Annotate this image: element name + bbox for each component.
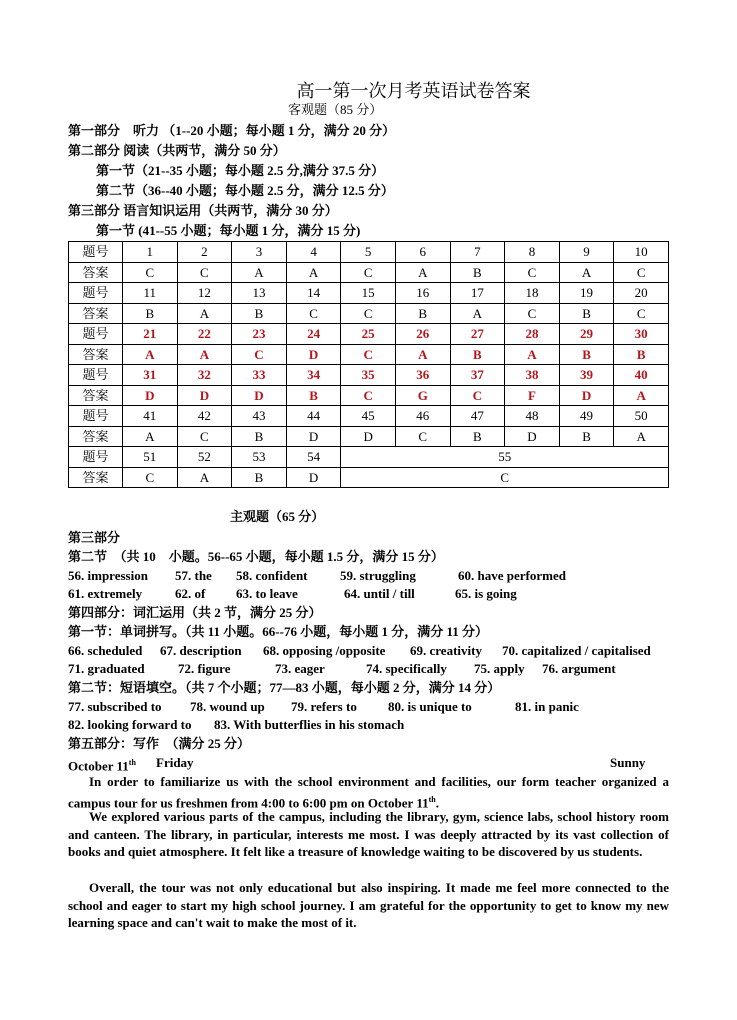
answer-cell: A — [559, 262, 614, 283]
answer-66: 66. scheduled — [68, 643, 143, 658]
answer-67: 67. description — [160, 643, 242, 658]
question-row — [69, 283, 669, 304]
question-number-cell: 51 — [123, 447, 178, 468]
question-number-cell: 34 — [286, 365, 341, 386]
question-number-cell: 5 — [341, 242, 396, 263]
answer-76: 76. argument — [542, 661, 616, 676]
answer-cell: B — [559, 303, 614, 324]
answer-72: 72. figure — [178, 661, 231, 676]
answer-label-cell: 答案 — [69, 426, 123, 447]
question-number-cell: 8 — [505, 242, 560, 263]
answer-cell: D — [232, 385, 287, 406]
answer-cell: C — [177, 262, 232, 283]
answer-cell: A — [177, 467, 232, 488]
essay-day: Friday — [156, 755, 194, 770]
question-number-cell: 43 — [232, 406, 287, 427]
part2-section1: 第一节（21--35 小题；每小题 2.5 分,满分 37.5 分） — [96, 163, 385, 178]
answer-cell: C — [395, 426, 450, 447]
answer-79: 79. refers to — [291, 699, 357, 714]
answer-cell: C — [450, 385, 505, 406]
part4-section1: 第一节：单词拼写。（共 11 小题。66--76 小题，每小题 1 分，满分 11 分） — [68, 624, 488, 639]
answer-cell: B — [450, 262, 505, 283]
answer-83: 83. With butterflies in his stomach — [214, 717, 405, 732]
answer-cell: B — [232, 303, 287, 324]
question-number-cell: 30 — [614, 324, 669, 345]
question-number-cell-55: 55 — [341, 447, 669, 468]
answer-cell: A — [177, 303, 232, 324]
question-number-cell: 11 — [123, 283, 178, 304]
essay-date-suffix: th — [128, 758, 136, 767]
question-number-cell: 27 — [450, 324, 505, 345]
answer-cell: B — [559, 344, 614, 365]
question-number-cell: 36 — [395, 365, 450, 386]
question-number-cell: 49 — [559, 406, 614, 427]
question-number-cell: 1 — [123, 242, 178, 263]
answer-label-cell: 答案 — [69, 303, 123, 324]
answer-cell: A — [450, 303, 505, 324]
answer-row — [69, 262, 669, 283]
answer-78: 78. wound up — [190, 699, 265, 714]
question-number-cell: 21 — [123, 324, 178, 345]
question-label-cell: 题号 — [69, 406, 123, 427]
answer-64: 64. until / till — [344, 586, 415, 601]
answer-74: 74. specifically — [366, 661, 447, 676]
essay-paragraph-2: We explored various parts of the campus, including the library, gym, science labs, school history room and canteen. The library, in particular, interests me most. I was deeply attracted by its vast collection of books and quiet atmosphere. It felt like a treasure of knowledge waiting to be discovered by us students. — [68, 809, 669, 860]
answer-56: 56. impression — [68, 568, 148, 583]
part2-heading: 第二部分 阅读（共两节，满分 50 分） — [68, 143, 286, 158]
answer-cell: A — [177, 344, 232, 365]
answer-75: 75. apply — [474, 661, 525, 676]
question-number-cell: 52 — [177, 447, 232, 468]
answer-71: 71. graduated — [68, 661, 145, 676]
question-number-cell: 6 — [395, 242, 450, 263]
answer-cell: C — [505, 262, 560, 283]
answer-row — [69, 344, 669, 365]
question-number-cell: 7 — [450, 242, 505, 263]
question-number-cell: 4 — [286, 242, 341, 263]
answer-cell: B — [286, 385, 341, 406]
question-number-cell: 25 — [341, 324, 396, 345]
answer-row — [69, 467, 669, 488]
question-number-cell: 53 — [232, 447, 287, 468]
question-row — [69, 447, 669, 468]
answer-row — [69, 385, 669, 406]
question-number-cell: 29 — [559, 324, 614, 345]
part2-section2: 第二节（36--40 小题；每小题 2.5 分，满分 12.5 分） — [96, 183, 394, 198]
question-number-cell: 46 — [395, 406, 450, 427]
answer-cell: D — [177, 385, 232, 406]
answer-row — [69, 303, 669, 324]
answer-cell: B — [123, 303, 178, 324]
question-number-cell: 48 — [505, 406, 560, 427]
question-row — [69, 365, 669, 386]
question-number-cell: 31 — [123, 365, 178, 386]
part3-heading: 第三部分 语言知识运用（共两节，满分 30 分） — [68, 203, 338, 218]
question-number-cell: 50 — [614, 406, 669, 427]
question-number-cell: 22 — [177, 324, 232, 345]
question-number-cell: 33 — [232, 365, 287, 386]
objective-heading: 客观题（85 分） — [288, 102, 383, 117]
answer-cell: C — [286, 303, 341, 324]
question-number-cell: 3 — [232, 242, 287, 263]
answer-cell: F — [505, 385, 560, 406]
answer-cell: A — [123, 426, 178, 447]
question-row — [69, 406, 669, 427]
answer-label-cell: 答案 — [69, 262, 123, 283]
question-number-cell: 17 — [450, 283, 505, 304]
part4-heading: 第四部分：词汇运用（共 2 节，满分 25 分） — [68, 605, 322, 620]
subjective-heading: 主观题（65 分） — [230, 509, 325, 524]
answer-80: 80. is unique to — [388, 699, 472, 714]
question-number-cell: 23 — [232, 324, 287, 345]
answer-cell: B — [232, 467, 287, 488]
answer-cell: G — [395, 385, 450, 406]
answer-cell: C — [123, 467, 178, 488]
answer-cell: C — [614, 262, 669, 283]
question-number-cell: 13 — [232, 283, 287, 304]
question-number-cell: 38 — [505, 365, 560, 386]
answer-cell: A — [505, 344, 560, 365]
question-row — [69, 324, 669, 345]
answer-row — [69, 426, 669, 447]
essay-paragraph-3: Overall, the tour was not only educational but also inspiring. It made me feel more connected to the school and eager to start my high school journey. I am grateful for the opportunity to get to know my new learning space and can't wait to make the most of it. — [68, 880, 669, 931]
answer-81: 81. in panic — [515, 699, 579, 714]
question-number-cell: 40 — [614, 365, 669, 386]
question-number-cell: 15 — [341, 283, 396, 304]
question-label-cell: 题号 — [69, 242, 123, 263]
question-number-cell: 42 — [177, 406, 232, 427]
answer-58: 58. confident — [236, 568, 308, 583]
question-number-cell: 10 — [614, 242, 669, 263]
question-number-cell: 45 — [341, 406, 396, 427]
question-number-cell: 47 — [450, 406, 505, 427]
question-label-cell: 题号 — [69, 365, 123, 386]
answer-cell: D — [559, 385, 614, 406]
question-number-cell: 24 — [286, 324, 341, 345]
question-number-cell: 19 — [559, 283, 614, 304]
answer-69: 69. creativity — [410, 643, 482, 658]
answer-60: 60. have performed — [458, 568, 566, 583]
question-number-cell: 12 — [177, 283, 232, 304]
answer-cell: A — [123, 344, 178, 365]
question-number-cell: 18 — [505, 283, 560, 304]
answer-label-cell: 答案 — [69, 467, 123, 488]
answer-cell: C — [341, 262, 396, 283]
answer-cell: A — [395, 262, 450, 283]
sub-part3-section2: 第二节 （共 10 小题。56--65 小题，每小题 1.5 分，满分 15 分） — [68, 549, 444, 564]
answer-cell: A — [395, 344, 450, 365]
part3-section1: 第一节 (41--55 小题；每小题 1 分，满分 15 分) — [96, 223, 361, 238]
answer-cell: C — [123, 262, 178, 283]
answer-cell: C — [614, 303, 669, 324]
question-number-cell: 39 — [559, 365, 614, 386]
answer-59: 59. struggling — [340, 568, 416, 583]
question-number-cell: 54 — [286, 447, 341, 468]
question-number-cell: 26 — [395, 324, 450, 345]
answer-62: 62. of — [175, 586, 206, 601]
part4-section2: 第二节：短语填空。（共 7 个小题；77—83 小题，每小题 2 分，满分 14 分） — [68, 680, 501, 695]
answer-73: 73. eager — [275, 661, 325, 676]
answer-cell-55: C — [341, 467, 669, 488]
question-number-cell: 16 — [395, 283, 450, 304]
sub-part3-heading: 第三部分 — [68, 530, 121, 545]
answer-cell: C — [341, 303, 396, 324]
answer-label-cell: 答案 — [69, 385, 123, 406]
question-number-cell: 44 — [286, 406, 341, 427]
essay-weather: Sunny — [610, 755, 646, 770]
answer-cell: C — [341, 344, 396, 365]
answer-cell: C — [232, 344, 287, 365]
answer-cell: D — [505, 426, 560, 447]
question-number-cell: 37 — [450, 365, 505, 386]
answer-63: 63. to leave — [236, 586, 298, 601]
answer-cell: C — [341, 385, 396, 406]
question-label-cell: 题号 — [69, 283, 123, 304]
question-row — [69, 242, 669, 263]
essay-date: October 11th — [68, 758, 136, 774]
question-number-cell: 28 — [505, 324, 560, 345]
answer-cell: A — [614, 426, 669, 447]
answer-68: 68. opposing /opposite — [263, 643, 386, 658]
question-number-cell: 9 — [559, 242, 614, 263]
answer-cell: B — [232, 426, 287, 447]
answer-cell: D — [286, 344, 341, 365]
page-title: 高一第一次月考英语试卷答案 — [296, 81, 531, 101]
answer-cell: D — [286, 426, 341, 447]
part1-heading: 第一部分 听力 （1--20 小题；每小题 1 分，满分 20 分） — [68, 123, 396, 138]
question-number-cell: 41 — [123, 406, 178, 427]
question-label-cell: 题号 — [69, 324, 123, 345]
answer-61: 61. extremely — [68, 586, 143, 601]
answer-cell: D — [286, 467, 341, 488]
answer-65: 65. is going — [455, 586, 517, 601]
question-number-cell: 20 — [614, 283, 669, 304]
question-number-cell: 32 — [177, 365, 232, 386]
answer-cell: D — [123, 385, 178, 406]
answer-cell: A — [286, 262, 341, 283]
part5-heading: 第五部分：写作 （满分 25 分） — [68, 736, 251, 751]
question-number-cell: 14 — [286, 283, 341, 304]
question-number-cell: 2 — [177, 242, 232, 263]
answer-cell: D — [341, 426, 396, 447]
answer-cell: B — [450, 344, 505, 365]
answer-82: 82. looking forward to — [68, 717, 192, 732]
answer-57: 57. the — [175, 568, 212, 583]
answer-cell: B — [614, 344, 669, 365]
answer-cell: B — [395, 303, 450, 324]
answer-cell: B — [559, 426, 614, 447]
answer-cell: B — [450, 426, 505, 447]
essay-paragraph-1: In order to familiarize us with the school environment and facilities, our form teacher organized a campus tour for us freshmen from 4:00 to 6:00 pm on October 11th. — [68, 774, 669, 810]
question-label-cell: 题号 — [69, 447, 123, 468]
answer-cell: A — [614, 385, 669, 406]
answer-77: 77. subscribed to — [68, 699, 162, 714]
answer-table — [68, 241, 669, 488]
answer-70: 70. capitalized / capitalised — [502, 643, 651, 658]
answer-label-cell: 答案 — [69, 344, 123, 365]
essay-p1-suffix: th — [428, 794, 436, 804]
answer-cell: C — [177, 426, 232, 447]
answer-cell: C — [505, 303, 560, 324]
answer-cell: A — [232, 262, 287, 283]
question-number-cell: 35 — [341, 365, 396, 386]
